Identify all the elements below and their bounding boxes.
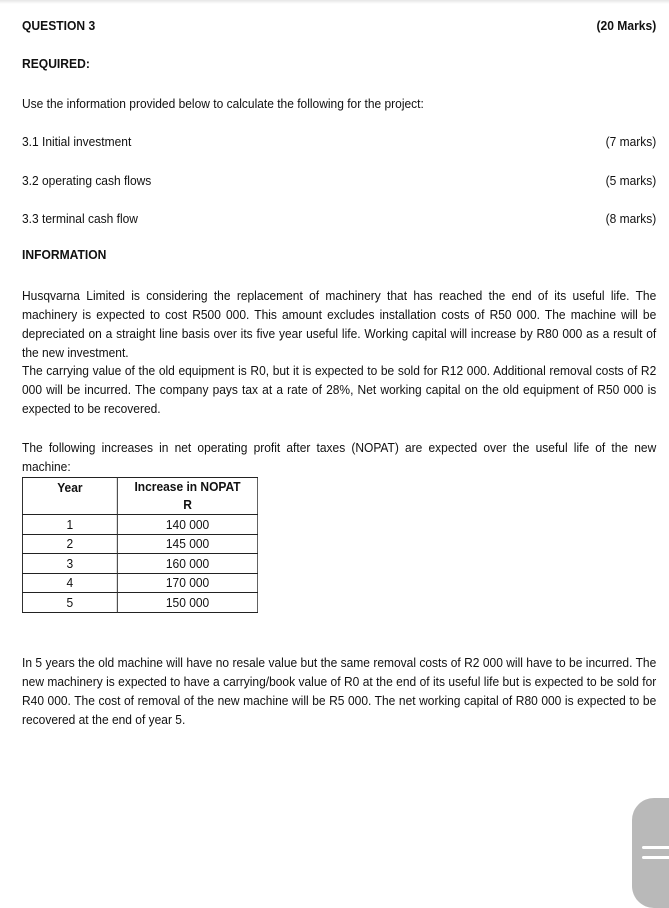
- question-marks: (20 Marks): [596, 18, 657, 33]
- required-item: [22, 171, 656, 190]
- table-row: [22, 554, 257, 574]
- question-title: QUESTION 3: [22, 18, 96, 33]
- nopat-cell: 170 000: [117, 573, 257, 593]
- year-cell: 3: [22, 554, 117, 574]
- required-item-label: 3.1 Initial investment: [22, 134, 132, 149]
- table-row: [22, 573, 257, 593]
- information-paragraph-1: Husqvarna Limited is considering the replacement of machinery that has reached the end of its useful life. The machinery is expected to cost R500 000. This amount excludes installation costs of R50 000. The machine will be depreciated on a straight line basis over its five year useful life. Working capital will increase by R80 000 as a result of the new investment.: [22, 288, 657, 360]
- nopat-cell: 150 000: [117, 593, 257, 613]
- nopat-table: [22, 477, 258, 613]
- required-item: [22, 132, 656, 151]
- question-header: [22, 18, 656, 33]
- information-paragraph-4: In 5 years the old machine will have no resale value but the same removal costs of R2 000 will have to be incurred. The new machinery is expected to have a carrying/book value of R0 at the end of its useful life but is expected to be sold for R40 000. The cost of removal of the new machine will be R5 000. The net working capital of R80 000 is expected to be recovered at the end of year 5.: [22, 655, 657, 727]
- menu-button[interactable]: [632, 798, 669, 908]
- required-item-marks: (8 marks): [605, 211, 657, 226]
- top-shadow: [0, 0, 669, 4]
- year-cell: 2: [22, 534, 117, 554]
- information-heading: INFORMATION: [22, 247, 107, 262]
- table-row: [22, 534, 257, 554]
- required-item-marks: (7 marks): [605, 134, 657, 149]
- table-row: [22, 515, 257, 535]
- nopat-header-unit: R: [183, 497, 192, 512]
- nopat-cell: 140 000: [117, 515, 257, 535]
- table-row: [22, 593, 257, 613]
- information-paragraph-3: The following increases in net operating profit after taxes (NOPAT) are expected over the useful life of the new machine:: [22, 440, 657, 474]
- information-paragraph-2: The carrying value of the old equipment is R0, but it is expected to be sold for R12 000. Additional removal costs of R2 000 will be incurred. The company pays tax at a rate of 28%, Net working capital on the old equipment of R50 000 is expected to be recovered.: [22, 363, 657, 416]
- nopat-header: [117, 478, 257, 515]
- year-cell: 1: [22, 515, 117, 535]
- required-intro: Use the information provided below to calculate the following for the project:: [22, 96, 424, 111]
- year-cell: 4: [22, 573, 117, 593]
- year-header: Year: [22, 478, 117, 515]
- required-item-label: 3.3 terminal cash flow: [22, 211, 138, 226]
- required-item: [22, 209, 656, 228]
- table-header-row: [22, 478, 257, 515]
- required-item-marks: (5 marks): [605, 173, 657, 188]
- nopat-header-title: Increase in NOPAT: [134, 479, 241, 494]
- nopat-cell: 160 000: [117, 554, 257, 574]
- nopat-cell: 145 000: [117, 534, 257, 554]
- required-heading: REQUIRED:: [22, 56, 90, 71]
- year-cell: 5: [22, 593, 117, 613]
- required-item-label: 3.2 operating cash flows: [22, 173, 152, 188]
